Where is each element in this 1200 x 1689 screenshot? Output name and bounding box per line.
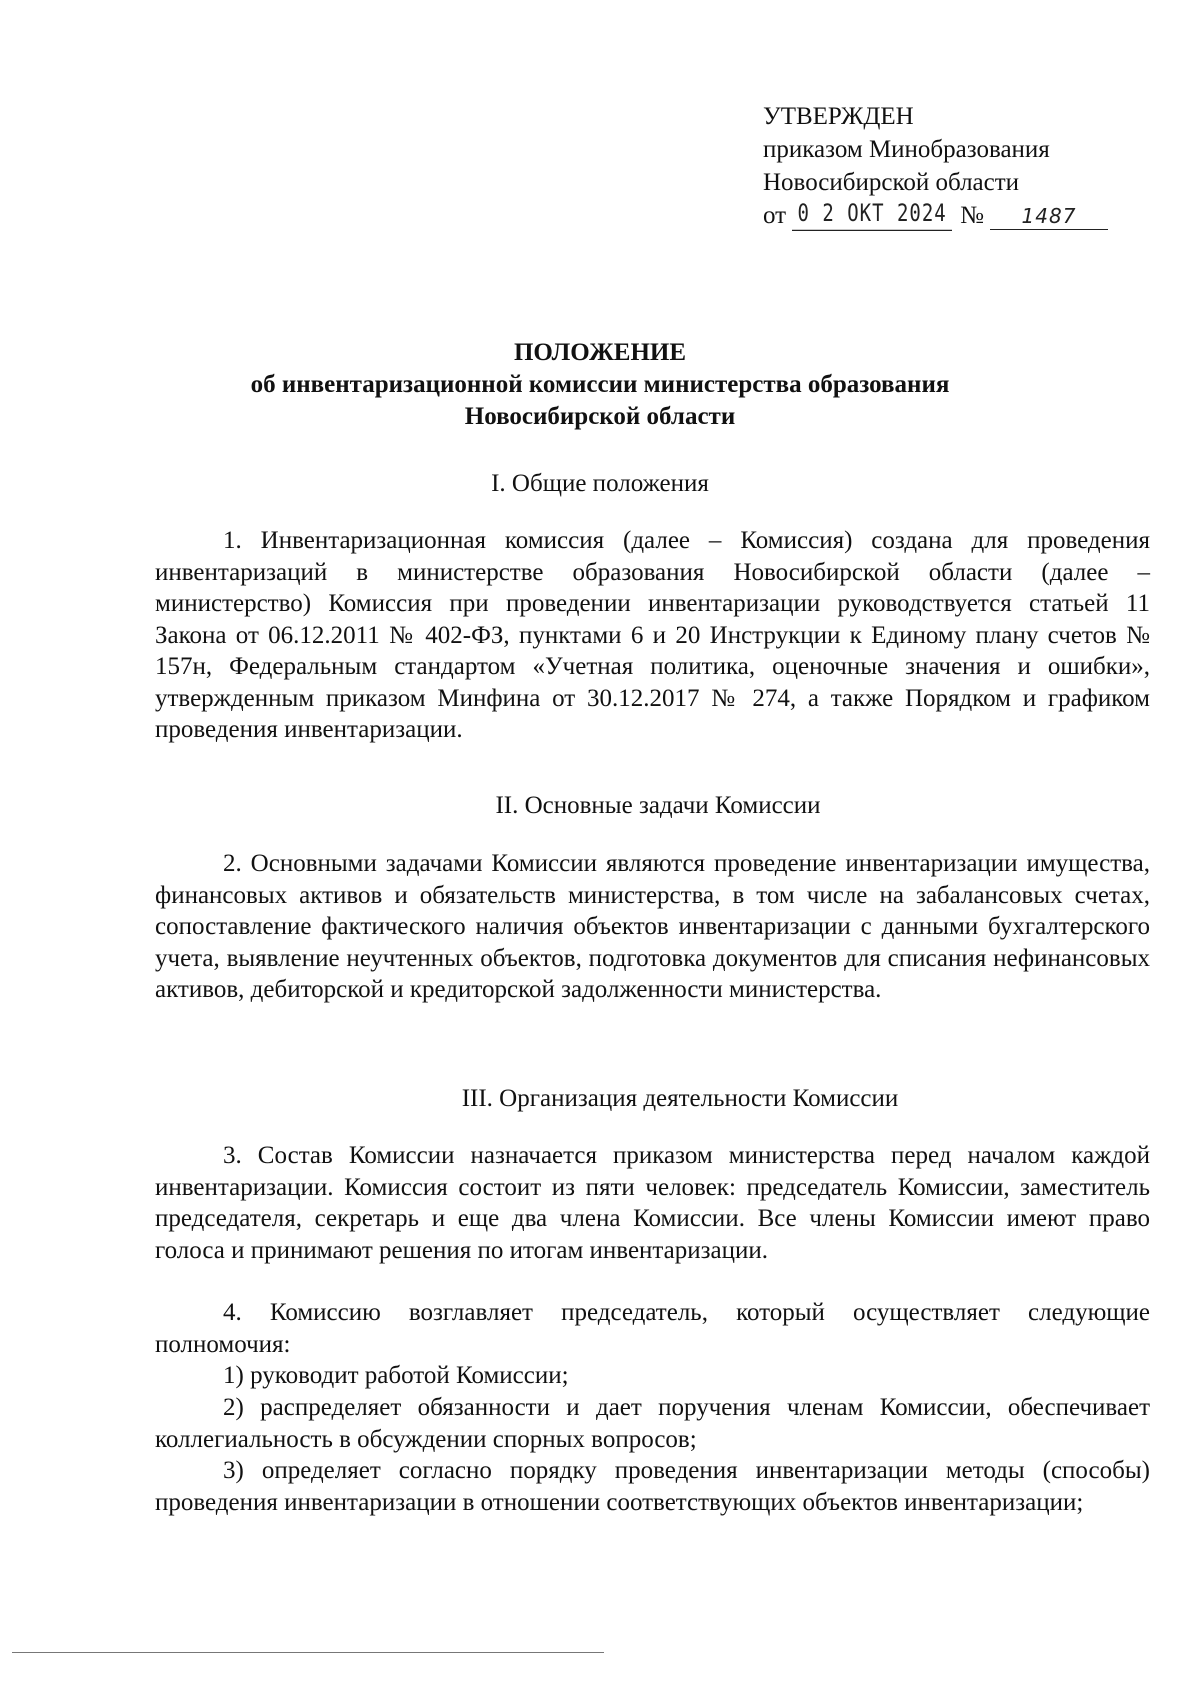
paragraph-4: 4. Комиссию возглавляет председатель, который осуществляет следующие полномочия: xyxy=(155,1299,1150,1358)
section-heading-3: III. Организация деятельности Комиссии xyxy=(461,1085,899,1112)
document-subtitle-line2: Новосибирской области xyxy=(464,403,736,430)
approval-stamp-block xyxy=(763,100,1163,232)
document-title: ПОЛОЖЕНИЕ xyxy=(513,339,687,366)
approval-heading: УТВЕРЖДЕН xyxy=(763,103,914,130)
approval-number-handwritten: 1487 xyxy=(990,203,1108,230)
paragraph-1: 1. Инвентаризационная комиссия (далее – Комиссия) создана для проведения инвентаризаций в министерстве образования Новосибирской области (далее – министерство) Комиссия при проведении инвентаризации руководствуется статьей 11 Закона от 06.12.2011 № 402-ФЗ, пунктами 6 и 20 Инструкции к Единому плану счетов № 157н, Федеральным стандартом «Учетная политика, оценочные значения и ошибки», утвержденным приказом Минфина от 30.12.2017 № 274, а также Порядком и графиком проведения инвентаризации. xyxy=(155,527,1150,743)
approval-region-line: Новосибирской области xyxy=(763,169,1020,196)
section-heading-2: II. Основные задачи Комиссии xyxy=(495,792,821,819)
section-heading-1: I. Общие положения xyxy=(491,470,709,497)
approval-from-label: от xyxy=(763,202,787,229)
footer-rule xyxy=(12,1652,604,1653)
document-subtitle-line1: об инвентаризационной комиссии министерства образования xyxy=(250,371,950,398)
list-item-3: 3) определяет согласно порядку проведения инвентаризации методы (способы) проведения инвентаризации в отношении соответствующих объектов инвентаризации; xyxy=(155,1457,1150,1516)
list-item-2: 2) распределяет обязанности и дает поручения членам Комиссии, обеспечивает коллегиальность в обсуждении спорных вопросов; xyxy=(155,1394,1150,1453)
approval-order-line: приказом Минобразования xyxy=(763,136,1050,163)
document-title-block xyxy=(0,337,1200,433)
list-item-1: 1) руководит работой Комиссии; xyxy=(223,1362,569,1389)
approval-date-stamp: 0 2 ОКТ 2024 xyxy=(792,197,952,231)
approval-number-label: № xyxy=(960,202,984,229)
approval-date-number-line xyxy=(763,199,1163,232)
paragraph-2: 2. Основными задачами Комиссии являются проведение инвентаризации имущества, финансовых активов и обязательств министерства, в том числе на забалансовых счетах, сопоставление фактического наличия объектов инвентаризации с данными бухгалтерского учета, выявление неучтенных объектов, подготовка документов для списания нефинансовых активов, дебиторской и кредиторской задолженности министерства. xyxy=(155,850,1150,1003)
paragraph-3: 3. Состав Комиссии назначается приказом министерства перед началом каждой инвентаризации. Комиссия состоит из пяти человек: председатель Комиссии, заместитель председателя, секретарь и еще два члена Комиссии. Все члены Комиссии имеют право голоса и принимают решения по итогам инвентаризации. xyxy=(155,1142,1150,1264)
